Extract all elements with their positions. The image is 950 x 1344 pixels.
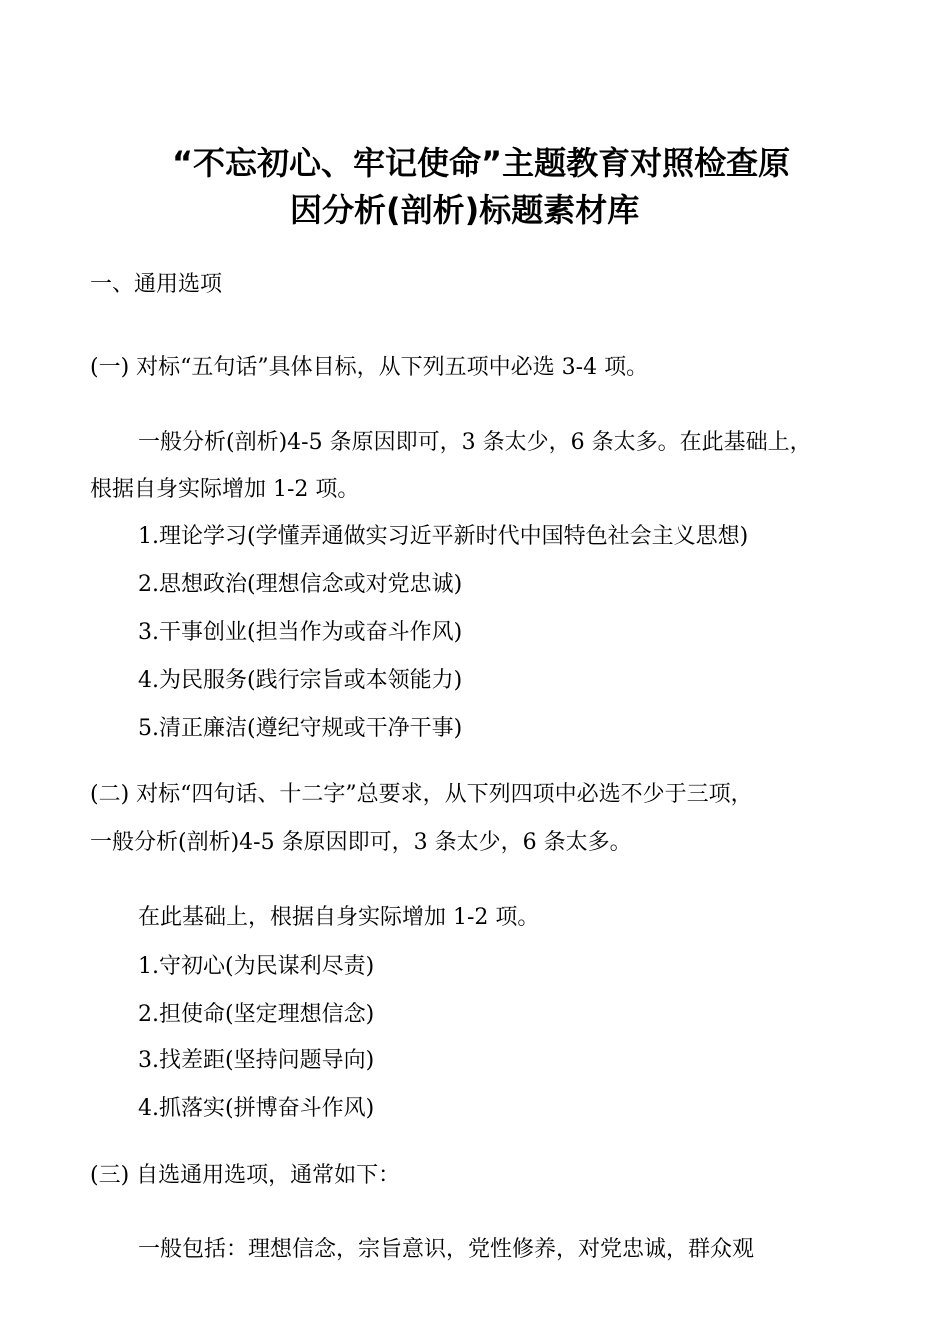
list-item: 2.担使命(坚定理想信念) <box>138 1002 375 1027</box>
list-item: 5.清正廉洁(遵纪守规或干净干事) <box>138 716 463 741</box>
paragraph: 一般包括：理想信念，宗旨意识，党性修养，对党忠诚，群众观 <box>138 1237 755 1262</box>
document-title-line1: “不忘初心、牢记使命”主题教育对照检查原 <box>172 144 791 182</box>
paragraph: 在此基础上，根据自身实际增加 1-2 项。 <box>138 905 540 930</box>
subsection-heading-3: (三) 自选通用选项，通常如下： <box>90 1163 401 1188</box>
paragraph: 一般分析(剖析)4-5 条原因即可，3 条太少，6 条太多。在此基础上， <box>138 430 812 455</box>
list-item: 3.找差距(坚持问题导向) <box>138 1048 375 1073</box>
section-heading: 一、通用选项 <box>90 272 223 297</box>
subsection-heading-2-cont: 一般分析(剖析)4-5 条原因即可，3 条太少，6 条太多。 <box>90 830 632 855</box>
list-item: 3.干事创业(担当作为或奋斗作风) <box>138 620 463 645</box>
list-item: 4.为民服务(践行宗旨或本领能力) <box>138 668 463 693</box>
list-item: 1.守初心(为民谋利尽责) <box>138 954 375 979</box>
list-item: 4.抓落实(拼博奋斗作风) <box>138 1096 375 1121</box>
paragraph: 根据自身实际增加 1-2 项。 <box>90 477 360 502</box>
subsection-heading-1: (一) 对标“五句话”具体目标，从下列五项中必选 3-4 项。 <box>90 355 649 380</box>
subsection-heading-2: (二) 对标“四句话、十二字”总要求，从下列四项中必选不少于三项， <box>90 782 753 807</box>
list-item: 2.思想政治(理想信念或对党忠诚) <box>138 572 463 597</box>
document-title-line2: 因分析(剖析)标题素材库 <box>290 191 640 229</box>
list-item: 1.理论学习(学懂弄通做实习近平新时代中国特色社会主义思想) <box>138 524 749 549</box>
